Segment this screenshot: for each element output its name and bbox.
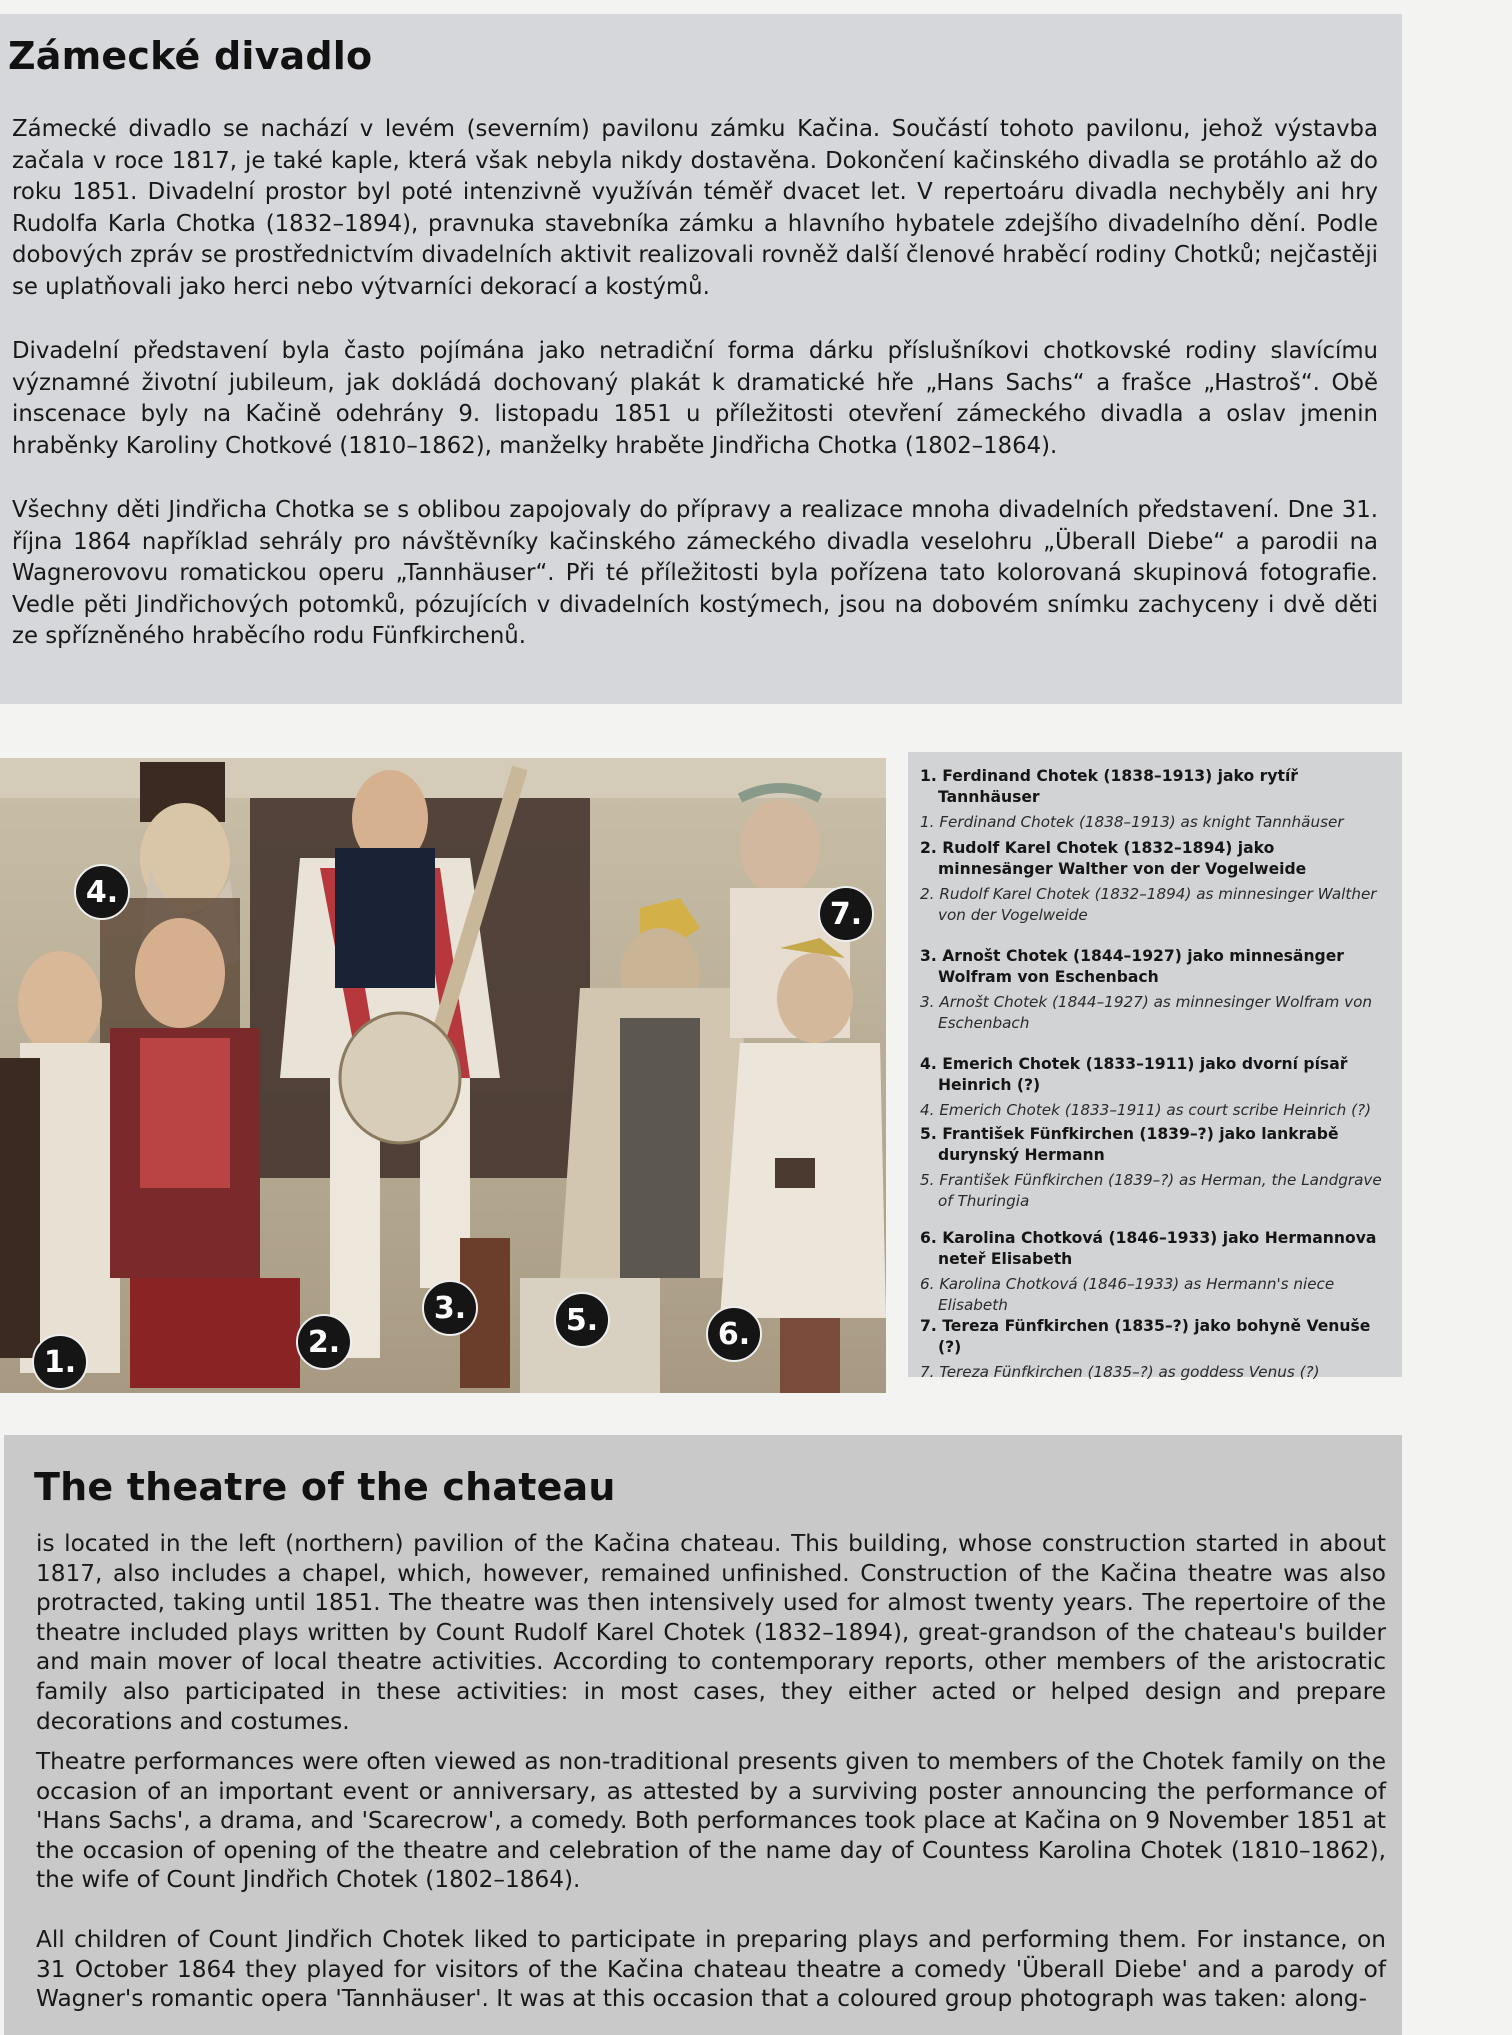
- caption-2-czech: 2. Rudolf Karel Chotek (1832–1894) jako minnesänger Walther von der Vogelweide: [920, 839, 1307, 878]
- czech-paragraph-2: Divadelní představení byla často pojímána jako netradiční forma dárku příslušníkovi chotkovské rodiny slavícímu významné životní jubileum, jak dokládá dochovaný plakát k dramatické hře „Hans Sachs“ a frašce „Hastroš“. Obě inscenace byly na Kačině odehrány 9. listopadu 1851 u příležitosti otevření zámeckého divadla a oslav jmenin hraběnky Karoliny Chotkové (1810–1862), manželky hraběte Jindřicha Chotka (1802–1864).: [12, 338, 1378, 459]
- caption-item-4: [920, 1054, 1390, 1121]
- caption-7-english: 7. Tereza Fünfkirchen (1835–?) as goddess Venus (?): [920, 1363, 1320, 1381]
- caption-item-7: [920, 1316, 1390, 1383]
- caption-4-czech: 4. Emerich Chotek (1833–1911) jako dvorní písař Heinrich (?): [920, 1055, 1348, 1094]
- photo-badge-6: 6.: [706, 1306, 762, 1362]
- caption-6-czech: 6. Karolina Chotková (1846–1933) jako Hermannova neteř Elisabeth: [920, 1229, 1377, 1268]
- caption-3-english: 3. Arnošt Chotek (1844–1927) as minnesinger Wolfram von Eschenbach: [920, 993, 1373, 1032]
- english-paragraph-3: All children of Count Jindřich Chotek liked to participate in preparing plays and performing them. For instance, on 31 October 1864 they played for visitors of the Kačina chateau theatre a comedy 'Überall Diebe' and a parody of Wagner's romantic opera 'Tannhäuser'. It was at this occasion that a coloured group photograph was taken: along-: [36, 1926, 1386, 2013]
- caption-6-english: 6. Karolina Chotková (1846–1933) as Hermann's niece Elisabeth: [920, 1275, 1335, 1314]
- photo-badge-4: 4.: [74, 864, 130, 920]
- caption-item-6: [920, 1228, 1390, 1316]
- caption-4-english: 4. Emerich Chotek (1833–1911) as court scribe Heinrich (?): [920, 1101, 1372, 1119]
- czech-paragraph-1: Zámecké divadlo se nachází v levém (severním) pavilonu zámku Kačina. Součástí tohoto pavilonu, jehož výstavba začala v roce 1817, je také kaple, která však nebyla nikdy dostavěna. Dokončení kačinského divadla se protáhlo až do roku 1851. Divadelní prostor byl poté intenzivně využíván téměř dvacet let. V repertoáru divadla nechyběly ani hry Rudolfa Karla Chotka (1832–1894), pravnuka stavebníka zámku a hlavního hybatele zdejšího divadelního dění. Podle dobových zpráv se prostřednictvím divadelních aktivit realizovali rovněž další členové hraběcí rodiny Chotků; nejčastěji se uplatňovali jako herci nebo výtvarníci dekorací a kostýmů.: [12, 116, 1378, 300]
- caption-item-2: [920, 838, 1390, 926]
- english-title: The theatre of the chateau: [34, 1465, 616, 1509]
- caption-1-english: 1. Ferdinand Chotek (1838–1913) as knight Tannhäuser: [920, 813, 1344, 831]
- english-paragraph-2: Theatre performances were often viewed as non-traditional presents given to members of the Chotek family on the occasion of an important event or anniversary, as attested by a surviving poster announcing the performance of 'Hans Sachs', a drama, and 'Scarecrow', a comedy. Both performances took place at Kačina on 9 November 1851 at the occasion of opening of the theatre and celebration of the name day of Countess Karolina Chotek (1810–1862), the wife of Count Jindřich Chotek (1802–1864).: [36, 1748, 1386, 1894]
- caption-3-czech: 3. Arnošt Chotek (1844–1927) jako minnesänger Wolfram von Eschenbach: [920, 947, 1344, 986]
- photo-caption-panel: [908, 752, 1402, 1381]
- czech-text-panel: [0, 14, 1402, 704]
- caption-2-english: 2. Rudolf Karel Chotek (1832–1894) as minnesinger Walther von der Vogelweide: [920, 885, 1377, 924]
- caption-item-5: [920, 1124, 1390, 1212]
- caption-5-english: 5. František Fünfkirchen (1839–?) as Herman, the Landgrave of Thuringia: [920, 1171, 1382, 1210]
- photo-badge-2: 2.: [296, 1314, 352, 1370]
- czech-title: Zámecké divadlo: [8, 34, 373, 78]
- caption-5-czech: 5. František Fünfkirchen (1839–?) jako lankrabě durynský Hermann: [920, 1125, 1339, 1164]
- caption-1-czech: 1. Ferdinand Chotek (1838–1913) jako rytíř Tannhäuser: [920, 767, 1298, 806]
- caption-7-czech: 7. Tereza Fünfkirchen (1835–?) jako bohyně Venuše (?): [920, 1317, 1371, 1356]
- group-photograph: [0, 758, 886, 1393]
- photo-badge-7: 7.: [818, 886, 874, 942]
- english-paragraph-1: is located in the left (northern) pavilion of the Kačina chateau. This building, whose construction started in about 1817, also includes a chapel, which, however, remained unfinished. Construction of the Kačina theatre was also protracted, taking until 1851. The theatre was then intensively used for almost twenty years. The repertoire of the theatre included plays written by Count Rudolf Karel Chotek (1832–1894), great-grandson of the chateau's builder and main mover of local theatre activities. According to contemporary reports, other members of the aristocratic family also participated in these activities: in most cases, they either acted or helped design and prepare decorations and costumes.: [36, 1530, 1386, 1735]
- english-text-panel: [4, 1435, 1402, 2035]
- caption-item-1: [920, 766, 1390, 833]
- photo-badge-1: 1.: [32, 1334, 88, 1390]
- caption-item-3: [920, 946, 1390, 1034]
- czech-paragraph-3: Všechny děti Jindřicha Chotka se s oblibou zapojovaly do přípravy a realizace mnoha divadelních představení. Dne 31. října 1864 například sehrály pro návštěvníky kačinského zámeckého divadla veselohru „Überall Diebe“ a parodii na Wagnerovovu romatickou operu „Tannhäuser“. Při té příležitosti byla pořízena tato kolorovaná skupinová fotografie. Vedle pěti Jindřichových potomků, pózujících v divadelních kostýmech, jsou na dobovém snímku zachyceny i dvě děti ze spřízněného hraběcího rodu Fünfkirchenů.: [12, 497, 1378, 649]
- photo-badge-3: 3.: [422, 1280, 478, 1336]
- photo-badge-5: 5.: [554, 1292, 610, 1348]
